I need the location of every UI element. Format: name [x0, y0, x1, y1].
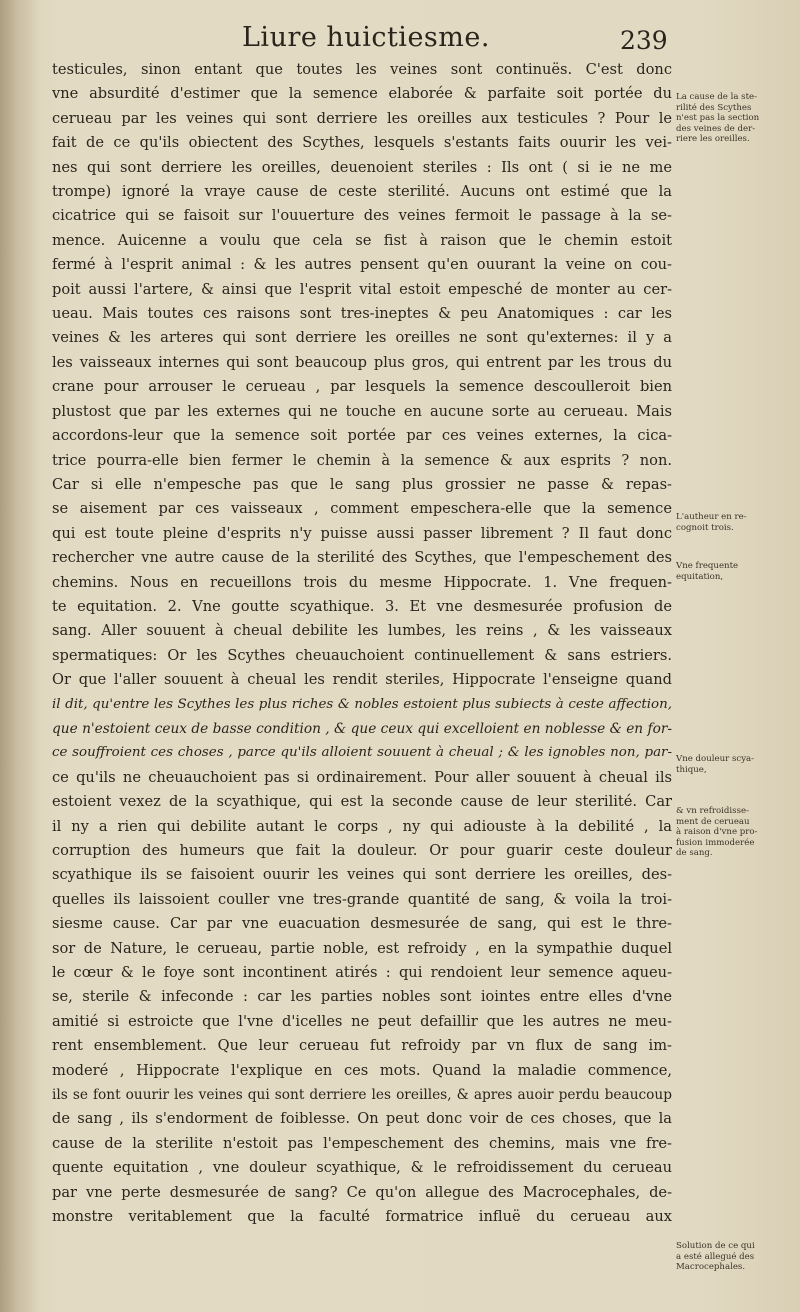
text-line: moderé , Hippocrate l'explique en ces mots. Quand la maladie commence,	[52, 1061, 672, 1079]
margin-note-line: fusion immoderée	[676, 837, 755, 848]
margin-note-line: Macrocephales.	[676, 1262, 746, 1273]
text-line: accordons-leur que la semence soit portée par ces veines externes, la cica-	[52, 427, 672, 445]
margin-note-cooling	[676, 806, 794, 859]
text-line: rent ensemblement. Que leur cerueau fut refroidy par vn flux de sang im-	[52, 1037, 672, 1055]
page-header	[0, 22, 800, 62]
margin-note-line: Solution de ce qui	[676, 1241, 755, 1251]
body-text	[52, 58, 672, 1230]
text-line: estoient vexez de la scyathique, qui est la seconde cause de leur sterilité. Car	[52, 793, 672, 811]
running-title: Liure huictiesme.	[242, 22, 490, 53]
text-line: fait de ce qu'ils obiectent des Scythes, lesquels s'estants faits ouurir les vei-	[52, 134, 672, 152]
margin-note-line: Vne douleur scya-	[676, 754, 755, 764]
page-number: 239	[620, 26, 668, 55]
text-line: veines & les arteres qui sont derriere les oreilles ne sont qu'externes: il y a	[52, 329, 672, 347]
margin-note-equitation	[676, 561, 794, 582]
text-line: trice pourra-elle bien fermer le chemin à la semence & aux esprits ? non.	[52, 451, 672, 469]
text-line: ueau. Mais toutes ces raisons sont tres-ineptes & peu Anatomiques : car les	[52, 305, 672, 323]
margin-note-line: Vne frequente	[676, 561, 739, 571]
margin-note-line: à raison d'vne pro-	[676, 827, 758, 838]
text-line: sor de Nature, le cerueau, partie noble, est refroidy , en la sympathie duquel	[52, 939, 672, 957]
margin-note-line: riere les oreilles.	[676, 134, 750, 145]
margin-note-line: thique,	[676, 764, 707, 775]
text-line: mence. Auicenne a voulu que cela se fist à raison que le chemin estoit	[52, 231, 672, 249]
text-line: quelles ils laissoient couller vne tres-grande quantité de sang, & voila la troi-	[52, 890, 672, 908]
margin-note-line: n'est pas la section	[676, 113, 760, 124]
text-line: siesme cause. Car par vne euacuation desmesurée de sang, qui est le thre-	[52, 915, 672, 933]
text-line: ils se font ouurir les veines qui sont derriere les oreilles, & apres auoir perdu beaucoup	[52, 1087, 672, 1104]
text-line: qui est toute pleine d'esprits n'y puisse aussi passer librement ? Il faut donc	[52, 524, 672, 542]
margin-note-line: La cause de la ste-	[676, 92, 758, 102]
text-line: il ny a rien qui debilite autant le corps , ny qui adiouste à la debilité , la	[52, 817, 672, 835]
text-line: te equitation. 2. Vne goutte scyathique. 3. Et vne desmesurée profusion de	[52, 597, 672, 615]
margin-note-three-causes	[676, 512, 794, 533]
text-line: Car si elle n'empesche pas que le sang plus grossier ne passe & repas-	[52, 475, 672, 493]
text-line: il dit, qu'entre les Scythes les plus riches & nobles estoient plus subiects à ceste affection,	[52, 696, 672, 712]
text-line: quente equitation , vne douleur scyathique, & le refroidissement du cerueau	[52, 1159, 672, 1177]
text-line: se, sterile & infeconde : car les parties nobles sont iointes entre elles d'vne	[52, 988, 672, 1006]
text-line: cerueau par les veines qui sont derriere les oreilles aux testicules ? Pour le	[52, 109, 672, 127]
margin-note-macrocephales	[676, 1241, 794, 1273]
margin-note-line: & vn refroidisse-	[676, 806, 749, 816]
margin-note-line: ment de cerueau	[676, 816, 750, 827]
text-line: monstre veritablement que la faculté formatrice influë du cerueau aux	[52, 1208, 672, 1226]
gutter-shadow	[0, 0, 40, 1312]
margin-note-line: rilité des Scythes	[676, 102, 752, 113]
text-line: fermé à l'esprit animal : & les autres pensent qu'en ouurant la veine on cou-	[52, 256, 672, 274]
text-line: vne absurdité d'estimer que la semence elaborée & parfaite soit portée du	[52, 85, 672, 103]
text-line: cicatrice qui se faisoit sur l'ouuerture des veines fermoit le passage à la se-	[52, 207, 672, 225]
text-line: sang. Aller souuent à cheual debilite les lumbes, les reins , & les vaisseaux	[52, 622, 672, 640]
margin-note-line: L'autheur en re-	[676, 512, 747, 522]
text-line: Or que l'aller souuent à cheual les rendit steriles, Hippocrate l'enseigne quand	[52, 671, 672, 689]
text-line: de sang , ils s'endorment de foiblesse. On peut donc voir de ces choses, que la	[52, 1110, 672, 1128]
margin-note-scythes-cause	[676, 92, 794, 145]
text-line: cause de la sterilite n'estoit pas l'empeschement des chemins, mais vne fre-	[52, 1134, 672, 1152]
text-line: trompe) ignoré la vraye cause de ceste sterilité. Aucuns ont estimé que la	[52, 183, 672, 201]
text-line: testicules, sinon entant que toutes les veines sont continuës. C'est donc	[52, 61, 672, 78]
text-line: crane pour arrouser le cerueau , par lesquels la semence descoulleroit bien	[52, 378, 672, 396]
text-line: que n'estoient ceux de basse condition , & que ceux qui excelloient en noblesse & en for-	[52, 720, 672, 737]
margin-note-line: cognoit trois.	[676, 522, 734, 533]
margin-note-line: equitation,	[676, 571, 724, 582]
text-line: par vne perte desmesurée de sang? Ce qu'on allegue des Macrocephales, de-	[52, 1183, 672, 1201]
margin-note-sciatica	[676, 754, 794, 775]
text-line: plustost que par les externes qui ne touche en aucune sorte au cerueau. Mais	[52, 402, 672, 420]
text-line: corruption des humeurs que fait la douleur. Or pour guarir ceste douleur	[52, 842, 672, 859]
text-line: se aisement par ces vaisseaux , comment empeschera-elle que la semence	[52, 500, 672, 518]
text-line: rechercher vne autre cause de la sterilité des Scythes, que l'empeschement des	[52, 549, 672, 567]
margin-note-line: des veines de der-	[676, 123, 756, 134]
text-line: scyathique ils se faisoient ouurir les veines qui sont derriere les oreilles, des-	[52, 866, 672, 884]
margin-note-line: de sang.	[676, 848, 713, 859]
text-line: amitié si estroicte que l'vne d'icelles ne peut defaillir que les autres ne meu-	[52, 1012, 672, 1030]
text-line: poit aussi l'artere, & ainsi que l'esprit vital estoit empesché de monter au cer-	[52, 280, 672, 298]
text-line: ce souffroient ces choses , parce qu'ils alloient souuent à cheual ; & les ignobles non, par-	[52, 745, 672, 761]
text-line: ce qu'ils ne cheuauchoient pas si ordinairement. Pour aller souuent à cheual ils	[52, 768, 672, 786]
text-line: spermatiques: Or les Scythes cheuauchoient continuellement & sans estriers.	[52, 646, 672, 664]
text-line: nes qui sont derriere les oreilles, deuenoient steriles : Ils ont ( si ie ne me	[52, 158, 672, 176]
margin-note-line: a esté allegué des	[676, 1251, 755, 1262]
text-line: le cœur & le foye sont incontinent atirés : qui rendoient leur semence aqueu-	[52, 964, 672, 982]
text-line: les vaisseaux internes qui sont beaucoup plus gros, qui entrent par les trous du	[52, 353, 672, 371]
text-line: chemins. Nous en recueillons trois du mesme Hippocrate. 1. Vne frequen-	[52, 573, 672, 591]
